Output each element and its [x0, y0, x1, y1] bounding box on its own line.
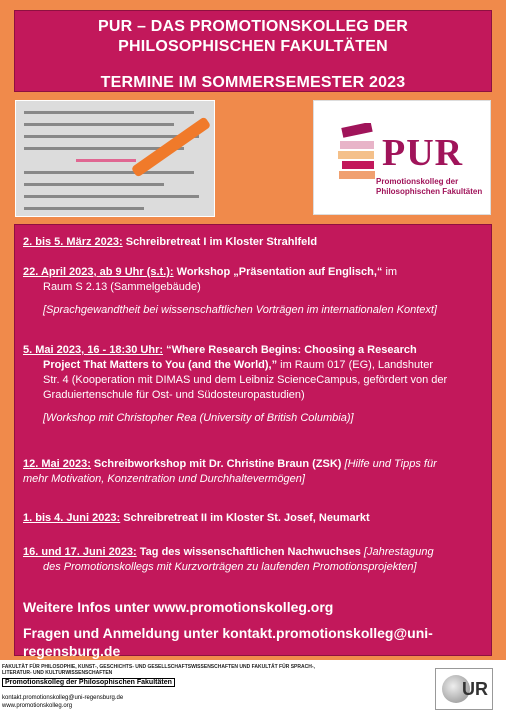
event-date: 16. und 17. Juni 2023:	[23, 546, 137, 558]
event-title: Project That Matters to You (and the World),”	[43, 359, 278, 371]
logo-sub2: Philosophischen Fakultäten	[376, 187, 483, 196]
title-line2: PHILOSOPHISCHEN FAKULTÄTEN	[118, 38, 388, 55]
event-date: 22. April 2023, ab 9 Uhr (s.t.):	[23, 266, 174, 278]
event-3	[23, 343, 483, 426]
footer-web: www.promotionskolleg.org	[2, 703, 73, 709]
info-contact-line1: Fragen und Anmeldung unter kontakt.promotionskolleg@uni-	[23, 625, 433, 641]
event-title: Workshop „Präsentation auf Englisch,“	[173, 266, 383, 278]
event-date: 5. Mai 2023, 16 - 18:30 Uhr:	[23, 344, 164, 356]
events-panel	[14, 224, 492, 659]
event-place: Raum S 2.13 (Sammelgebäude)	[43, 281, 201, 293]
event-place: Graduiertenschule für Ost- und Südosteuropastudien)	[43, 389, 305, 401]
pur-logo	[313, 100, 491, 215]
event-title: Schreibretreat I im Kloster Strahlfeld	[122, 236, 318, 248]
event-title: Tag des wissenschaftlichen Nachwuchses	[136, 546, 361, 558]
event-place: Str. 4 (Kooperation mit DIMAS und dem Leibniz ScienceCampus, gefördert von der	[43, 374, 448, 386]
ur-logo-text: UR	[462, 679, 488, 699]
event-place: im Raum 017 (EG), Landshuter	[277, 359, 433, 371]
event-2	[23, 265, 483, 318]
footer-email: kontakt.promotionskolleg@uni-regensburg.de	[2, 695, 124, 701]
faculty-text: FAKULTÄT FÜR PHILOSOPHIE, KUNST-, GESCHICHTS- UND GESELLSCHAFTSWISSENSCHAFTEN UND FAKULTÄT FÜR SPRACH-, LITERATUR- UND KULTURWISSENSCHAFTEN	[2, 664, 315, 676]
info-website: Weitere Infos unter www.promotionskolleg.org	[23, 599, 334, 615]
title-line1: PUR – DAS PROMOTIONSKOLLEG DER	[97, 18, 409, 35]
event-6	[23, 545, 483, 575]
footer-contact	[2, 694, 123, 710]
books-icon	[336, 123, 380, 183]
event-note: [Jahrestagung	[360, 546, 434, 558]
footer	[0, 660, 506, 716]
subtitle: TERMINE IM SOMMERSEMESTER 2023	[100, 74, 406, 91]
event-title: “Where Research Begins: Choosing a Research	[163, 344, 417, 356]
info-contact	[23, 624, 433, 660]
event-note: [Hilfe und Tipps für	[341, 458, 437, 470]
event-note: [Sprachgewandtheit bei wissenschaftlichen Vorträgen im internationalen Kontext]	[43, 304, 437, 316]
event-note: [Workshop mit Christopher Rea (University of British Columbia)]	[43, 412, 354, 424]
event-date: 2. bis 5. März 2023:	[23, 236, 123, 248]
ur-logo	[435, 668, 493, 710]
event-date: 1. bis 4. Juni 2023:	[23, 512, 121, 524]
event-note: des Promotionskollegs mit Kurzvorträgen zu laufenden Promotionsprojekten]	[43, 561, 417, 573]
event-note: mehr Motivation, Konzentration und Durchhaltevermögen]	[23, 473, 305, 485]
event-5	[23, 511, 483, 526]
event-place: im	[382, 266, 398, 278]
logo-sub1: Promotionskolleg der	[376, 177, 459, 186]
org-label: Promotionskolleg der Philosophischen Fakultäten	[2, 678, 175, 687]
event-title: Schreibworkshop mit Dr. Christine Braun (ZSK)	[90, 458, 342, 470]
event-title: Schreibretreat II im Kloster St. Josef, Neumarkt	[120, 512, 370, 524]
info-contact-line2: regensburg.de	[23, 643, 121, 659]
header-banner	[14, 10, 492, 92]
event-4	[23, 457, 483, 487]
dictionary-photo	[15, 100, 215, 217]
logo-text: PUR	[382, 132, 464, 174]
event-date: 12. Mai 2023:	[23, 458, 91, 470]
event-1	[23, 235, 483, 250]
